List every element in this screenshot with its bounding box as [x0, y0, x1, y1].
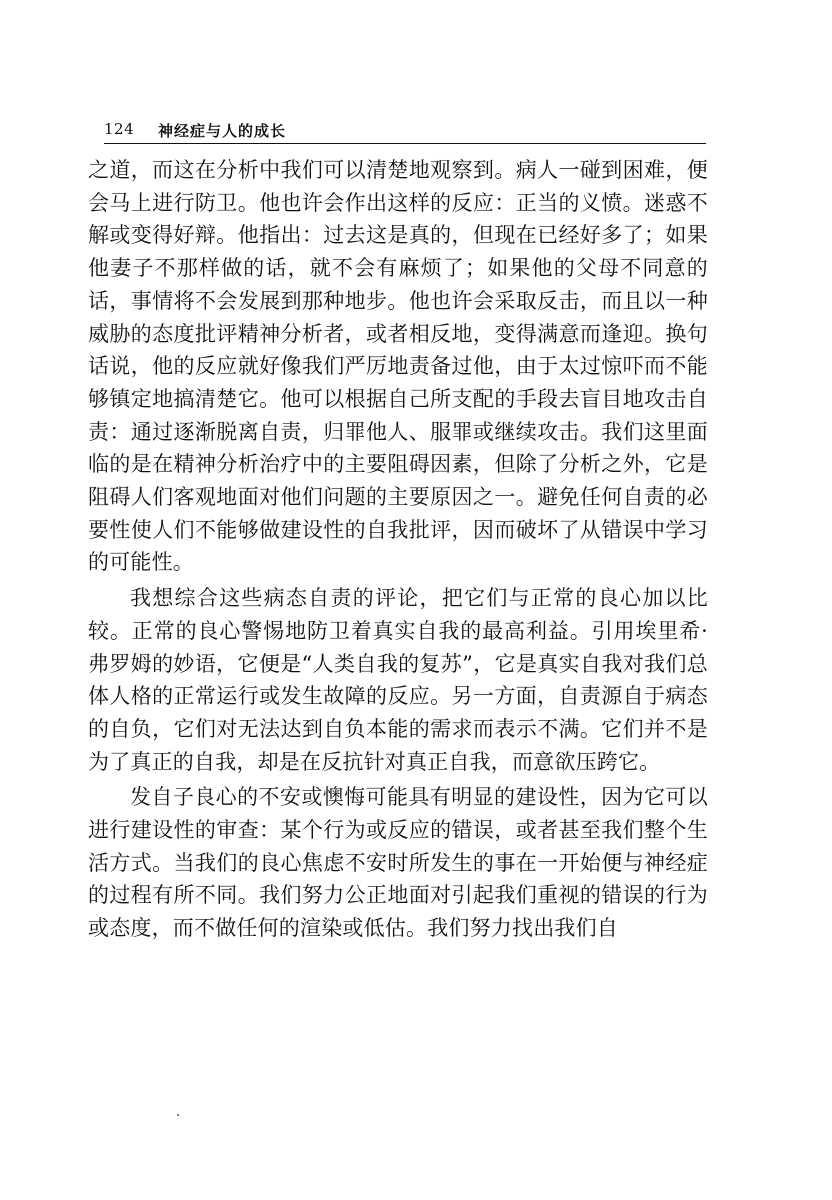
paragraph-conscience-comparison: 我想综合这些病态自责的评论，把它们与正常的良心加以比较。正常的良心警惕地防卫着真实自我的最高利益。引用埃里希·弗罗姆的妙语，它便是“人类自我的复苏”，它是真实自我对我们总体人格的正常运行或发生故障的反应。另一方面，自责源自于病态的自负，它们对无法达到自负本能的需求而表示不满。它们并不是为了真正的自我，却是在反抗针对真正自我，而意欲压跨它。: [88, 586, 708, 774]
running-title: 神经症与人的成长: [158, 122, 287, 140]
paragraph-continuation: 之道，而这在分析中我们可以清楚地观察到。病人一碰到困难，便会马上进行防卫。他也许会作出这样的反应：正当的义愤。迷惑不解或变得好辩。他指出：过去这是真的，但现在已经好多了；如果他妻子不那样做的话，就不会有麻烦了；如果他的父母不同意的话，事情将不会发展到那种地步。他也许会采取反击，而且以一种威胁的态度批评精神分析者，或者相反地，变得满意而逢迎。换句话说，他的反应就好像我们严厉地责备过他，由于太过惊吓而不能够镇定地搞清楚它。他可以根据自己所支配的手段去盲目地攻击自责：通过逐渐脱离自责，归罪他人、服罪或继续攻击。我们这里面临的是在精神分析治疗中的主要阻碍因素，但除了分析之外，它是阻碍人们客观地面对他们问题的主要原因之一。避免任何自责的必要性使人们不能够做建设性的自我批评，因而破坏了从错误中学习的可能性。: [88, 158, 708, 575]
body-text: [88, 154, 708, 948]
scan-speck: [177, 1114, 179, 1116]
paragraph-remorse: 发自子良心的不安或懊悔可能具有明显的建设性，因为它可以进行建设性的审查：某个行为或反应的错误，或者甚至我们整个生活方式。当我们的良心焦虑不安时所发生的事在一开始便与神经症的过程有所不同。我们努力公正地面对引起我们重视的错误的行为或态度，而不做任何的渲染或低估。我们努力找出我们自: [88, 785, 708, 941]
page-number: 124: [104, 120, 135, 138]
running-header: [104, 118, 706, 148]
header-rule: [104, 143, 706, 144]
